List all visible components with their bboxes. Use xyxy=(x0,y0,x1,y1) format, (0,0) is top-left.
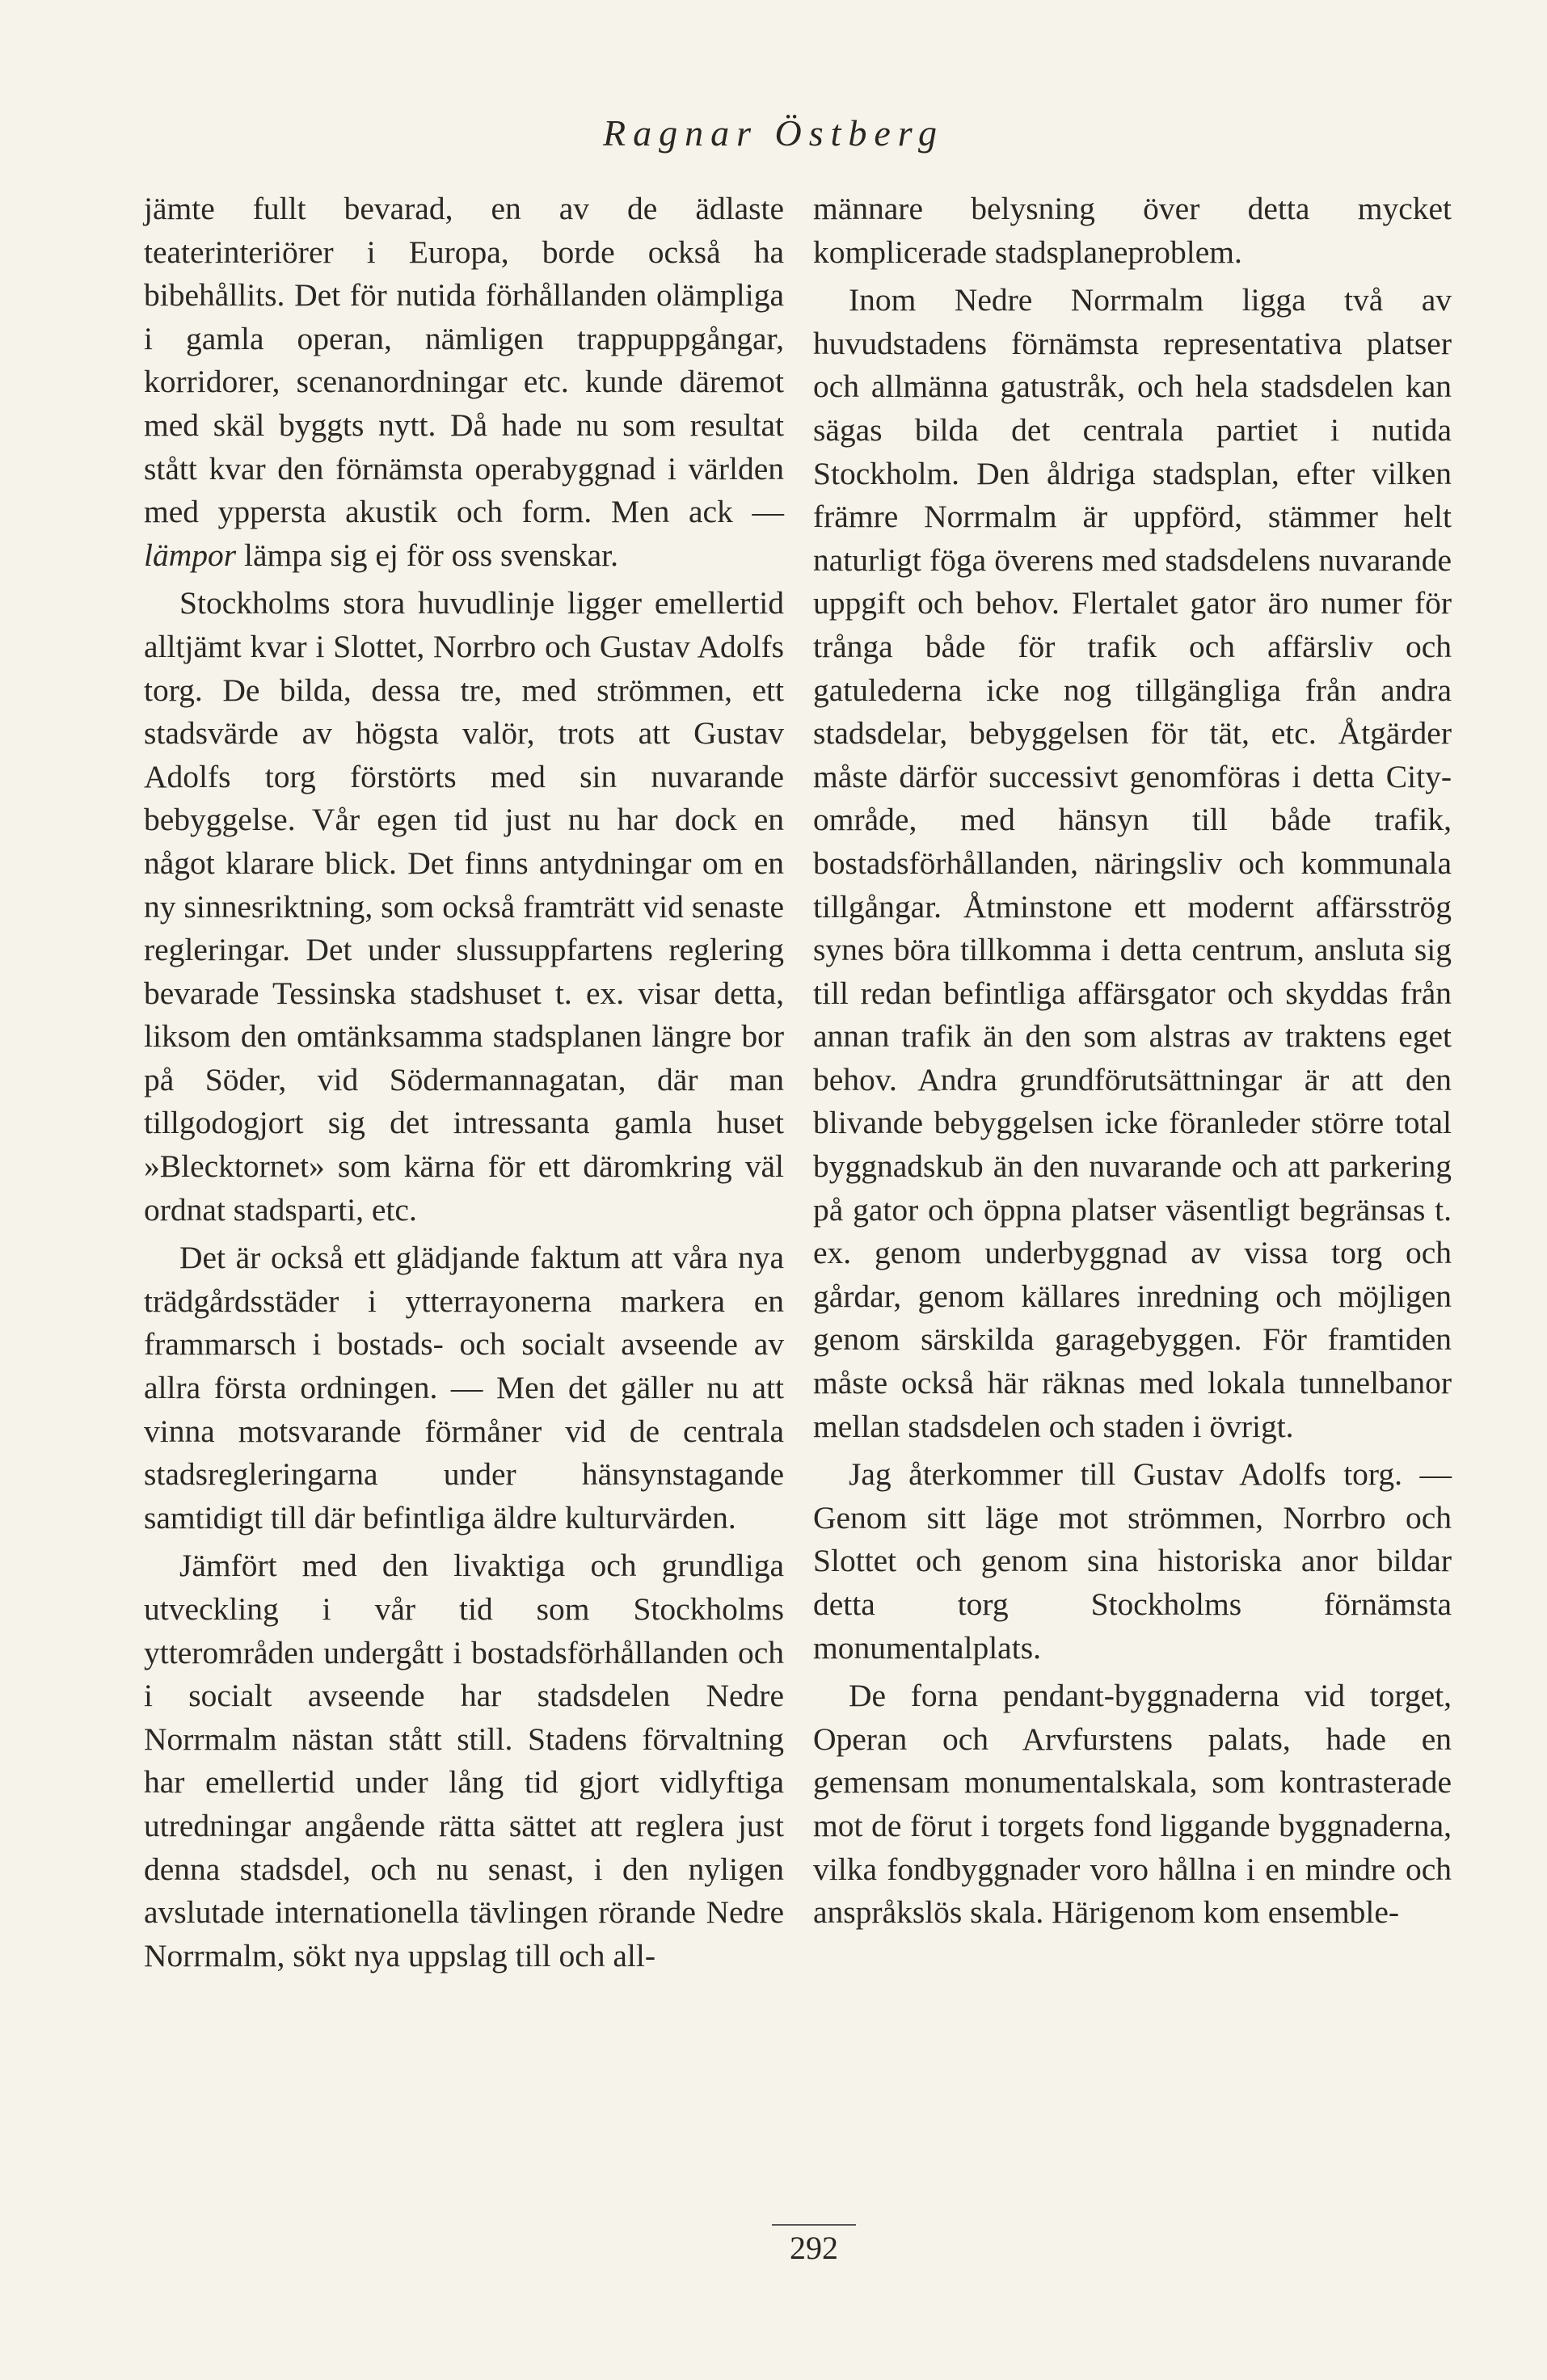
paragraph: Det är också ett glädjande faktum att våra nya trädgårdsstäder i ytterrayonerna markera en frammarsch i bostads- och socialt avseende av allra första ordningen. — Men det gäller nu att vinna motsvarande förmåner vid de centrala stadsregleringarna under hänsynstagande samtidigt till där befintliga äldre kulturvärden. xyxy=(144,1240,784,1535)
italic-word: lämpor xyxy=(144,537,237,573)
paragraph: Stockholms stora huvudlinje ligger emellertid alltjämt kvar i Slottet, Norrbro och Gustav Adolfs torg. De bilda, dessa tre, med strömmen, ett stadsvärde av högsta valör, trots att Gustav Adolfs torg förstörts med sin nuvarande bebyggelse. Vår egen tid just nu har dock en något klarare blick. Det finns antydningar om en ny sinnesriktning, som också framträtt vid senaste regleringar. Det under slussuppfartens reglering bevarade Tessinska stadshuset t. ex. visar detta, liksom den omtänksamma stadsplanen längre bor på Söder, vid Södermannagatan, där man tillgodogjort sig det intressanta gamla huset »Blecktornet» som kärna för ett däromkring väl ordnat stadsparti, etc. xyxy=(144,585,784,1228)
paragraph-text: jämte fullt bevarad, en av de ädlaste teaterinteriörer i Europa, borde också ha bibehållits. Det för nutida förhållanden olämpliga i gamla operan, nämligen trappuppgångar, korridorer, scenanordningar etc. kunde däremot med skäl byggts nytt. Då hade nu som resultat stått kvar den förnämsta operabyggnad i världen med yppersta akustik och form. Men ack — xyxy=(144,191,784,530)
paragraph-text: lämpa sig ej för oss svenskar. xyxy=(236,537,618,573)
left-column xyxy=(144,187,784,1978)
right-column xyxy=(813,187,1452,1935)
paragraph: Jag återkommer till Gustav Adolfs torg. — Genom sitt läge mot strömmen, Norrbro och Slottet och genom sina historiska anor bildar detta torg Stockholms förnämsta monumentalplats. xyxy=(813,1456,1452,1666)
paragraph: männare belysning över detta mycket komplicerade stadsplaneproblem. xyxy=(813,191,1452,270)
page-number: 292 xyxy=(790,2230,838,2266)
paragraph: Jämfört med den livaktiga och grundliga utveckling i vår tid som Stockholms ytterområden undergått i bostadsförhållanden och i socialt avseende har stadsdelen Nedre Norrmalm nästan stått still. Stadens förvaltning har emellertid under lång tid gjort vidlyftiga utredningar angående rätta sättet att reglera just denna stadsdel, och nu senast, i den nyligen avslutade internationella tävlingen rörande Nedre Norrmalm, sökt nya uppslag till och all- xyxy=(144,1548,784,1974)
paragraph: De forna pendant-byggnaderna vid torget, Operan och Arvfurstens palats, hade en gemensam monumentalskala, som kontrasterade mot de förut i torgets fond liggande byggnaderna, vilka fondbyggnader voro hållna i en mindre och anspråkslös skala. Härigenom kom ensemble- xyxy=(813,1678,1452,1931)
paragraph: Inom Nedre Norrmalm ligga två av huvudstadens förnämsta representativa platser och allmänna gatustråk, och hela stadsdelen kan sägas bilda det centrala partiet i nutida Stockholm. Den åldriga stadsplan, efter vilken främre Norrmalm är uppförd, stämmer helt naturligt föga överens med stadsdelens nuvarande uppgift och behov. Flertalet gator äro numer för trånga både för trafik och affärsliv och gatulederna icke nog tillgängliga från andra stadsdelar, bebyggelsen för tät, etc. Åtgärder måste därför successivt genomföras i detta City-område, med hänsyn till både trafik, bostadsförhållanden, näringsliv och kommunala tillgångar. Åtminstone ett modernt affärsströg synes böra tillkomma i detta centrum, ansluta sig till redan befintliga affärsgator och skyddas från annan trafik än den som alstras av traktens eget behov. Andra grundförutsättningar är att den blivande bebyggelsen icke föranleder större total byggnadskub än den nuvarande och att parkering på gator och öppna platser väsentligt begränsas t. ex. genom underbyggnad av vissa torg och gårdar, genom källares inredning och möjligen genom särskilda garagebyggen. För framtiden måste också här räknas med lokala tunnelbanor mellan stadsdelen och staden i övrigt. xyxy=(813,282,1452,1444)
paragraph xyxy=(144,187,784,577)
running-head: Ragnar Östberg xyxy=(602,112,944,154)
page-number-rule xyxy=(772,2224,856,2226)
